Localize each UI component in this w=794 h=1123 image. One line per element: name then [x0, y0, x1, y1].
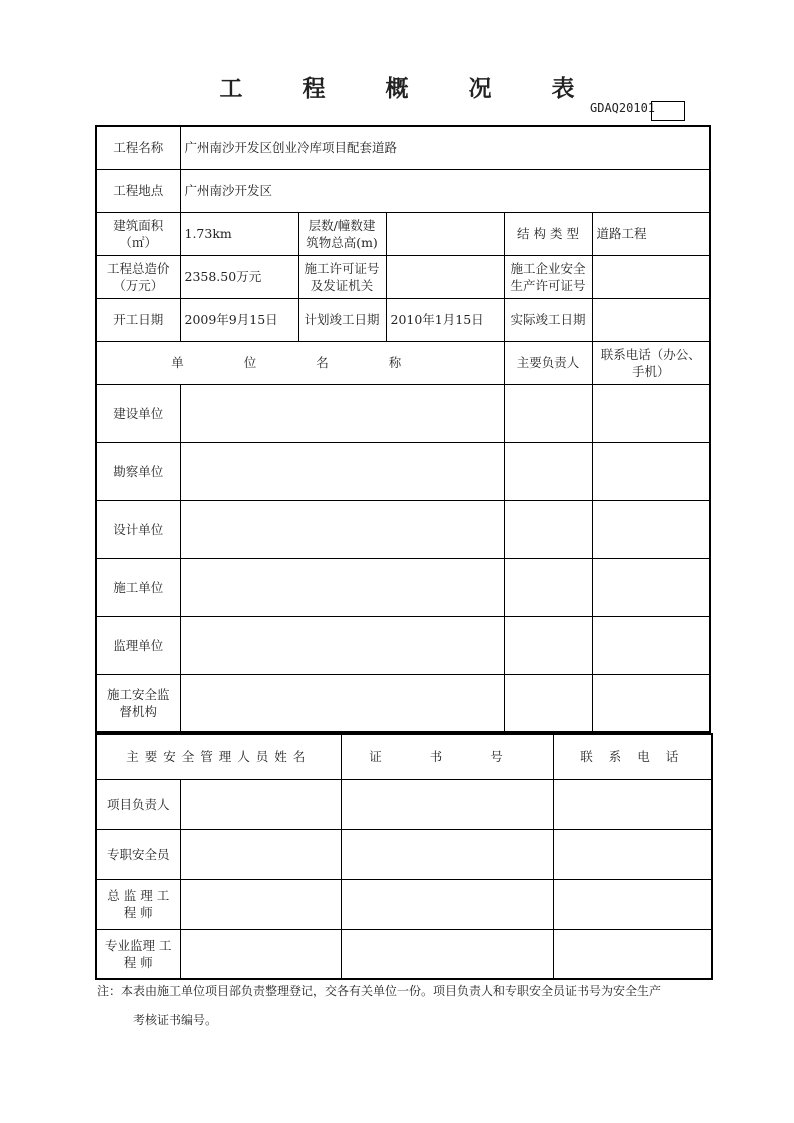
staff-row [96, 829, 712, 879]
planned-end-date-value[interactable]: 2010年1月15日 [386, 298, 504, 341]
unit-row-phone[interactable] [592, 442, 710, 500]
unit-row-phone[interactable] [592, 616, 710, 674]
building-area-value[interactable]: 1.73km [180, 212, 298, 255]
unit-name-header: 单 位 名 称 [96, 341, 504, 384]
unit-row-person[interactable] [504, 558, 592, 616]
form-title: 工 程 概 况 表 [219, 76, 601, 102]
staff-row-certificate[interactable] [341, 929, 553, 979]
unit-phone-header: 联系电话（办公、手机） [592, 341, 710, 384]
unit-row-person[interactable] [504, 616, 592, 674]
project-location-label: 工程地点 [96, 169, 180, 212]
staff-row-certificate[interactable] [341, 829, 553, 879]
building-area-label: 建筑面积（㎡） [96, 212, 180, 255]
total-cost-value[interactable]: 2358.50万元 [180, 255, 298, 298]
certificate-number-header: 证 书 号 [341, 734, 553, 779]
project-name-value[interactable]: 广州南沙开发区创业冷库项目配套道路 [180, 126, 710, 169]
safety-staff-table [95, 733, 713, 980]
unit-row-person[interactable] [504, 442, 592, 500]
construction-permit-label: 施工许可证号及发证机关 [298, 255, 386, 298]
staff-row [96, 929, 712, 979]
unit-row-label: 勘察单位 [96, 442, 180, 500]
unit-row [96, 384, 710, 442]
unit-row-name[interactable] [180, 384, 504, 442]
staff-row-phone[interactable] [553, 829, 712, 879]
unit-row-name[interactable] [180, 674, 504, 732]
floors-height-value[interactable] [386, 212, 504, 255]
unit-row-person[interactable] [504, 674, 592, 732]
unit-row-label: 监理单位 [96, 616, 180, 674]
staff-row-phone[interactable] [553, 879, 712, 929]
construction-permit-value[interactable] [386, 255, 504, 298]
unit-person-header: 主要负责人 [504, 341, 592, 384]
unit-row [96, 500, 710, 558]
staff-row-name[interactable] [180, 829, 341, 879]
safety-permit-value[interactable] [592, 255, 710, 298]
unit-row-name[interactable] [180, 442, 504, 500]
form-code: GDAQ20101 [590, 101, 656, 115]
staff-row [96, 779, 712, 829]
structure-type-value[interactable]: 道路工程 [592, 212, 710, 255]
staff-row-phone[interactable] [553, 929, 712, 979]
start-date-value[interactable]: 2009年9月15日 [180, 298, 298, 341]
unit-row-phone[interactable] [592, 384, 710, 442]
unit-row-phone[interactable] [592, 500, 710, 558]
unit-row-label: 施工单位 [96, 558, 180, 616]
unit-row-label: 施工安全监督机构 [96, 674, 180, 732]
staff-row-name[interactable] [180, 779, 341, 829]
unit-row-person[interactable] [504, 384, 592, 442]
staff-row-name[interactable] [180, 929, 341, 979]
project-location-value[interactable]: 广州南沙开发区 [180, 169, 710, 212]
project-name-label: 工程名称 [96, 126, 180, 169]
unit-row-phone[interactable] [592, 674, 710, 732]
unit-row [96, 616, 710, 674]
unit-row-name[interactable] [180, 616, 504, 674]
unit-row [96, 558, 710, 616]
footnote-line-1: 注：本表由施工单位项目部负责整理登记，交各有关单位一份。项目负责人和专职安全员证书号为安全生产 [97, 984, 662, 998]
staff-row-phone[interactable] [553, 779, 712, 829]
project-info-table [95, 125, 711, 733]
staff-name-header: 主要安全管理人员姓名 [96, 734, 341, 779]
unit-row-person[interactable] [504, 500, 592, 558]
unit-row [96, 674, 710, 732]
planned-end-date-label: 计划竣工日期 [298, 298, 386, 341]
staff-row-label: 总 监 理 工 程 师 [96, 879, 180, 929]
actual-end-date-label: 实际竣工日期 [504, 298, 592, 341]
unit-row-name[interactable] [180, 500, 504, 558]
staff-row-certificate[interactable] [341, 779, 553, 829]
staff-row-certificate[interactable] [341, 879, 553, 929]
unit-row [96, 442, 710, 500]
safety-permit-label: 施工企业安全生产许可证号 [504, 255, 592, 298]
start-date-label: 开工日期 [96, 298, 180, 341]
staff-row [96, 879, 712, 929]
unit-row-name[interactable] [180, 558, 504, 616]
staff-row-label: 专业监理 工 程 师 [96, 929, 180, 979]
staff-row-label: 专职安全员 [96, 829, 180, 879]
staff-row-label: 项目负责人 [96, 779, 180, 829]
footnote [97, 983, 709, 1029]
total-cost-label: 工程总造价（万元） [96, 255, 180, 298]
staff-phone-header: 联 系 电 话 [553, 734, 712, 779]
actual-end-date-value[interactable] [592, 298, 710, 341]
footnote-line-2: 考核证书编号。 [133, 1013, 218, 1027]
unit-row-label: 建设单位 [96, 384, 180, 442]
staff-row-name[interactable] [180, 879, 341, 929]
unit-row-phone[interactable] [592, 558, 710, 616]
unit-row-label: 设计单位 [96, 500, 180, 558]
floors-height-label: 层数/幢数建筑物总高(m) [298, 212, 386, 255]
structure-type-label: 结 构 类 型 [504, 212, 592, 255]
form-code-box[interactable] [651, 101, 685, 121]
